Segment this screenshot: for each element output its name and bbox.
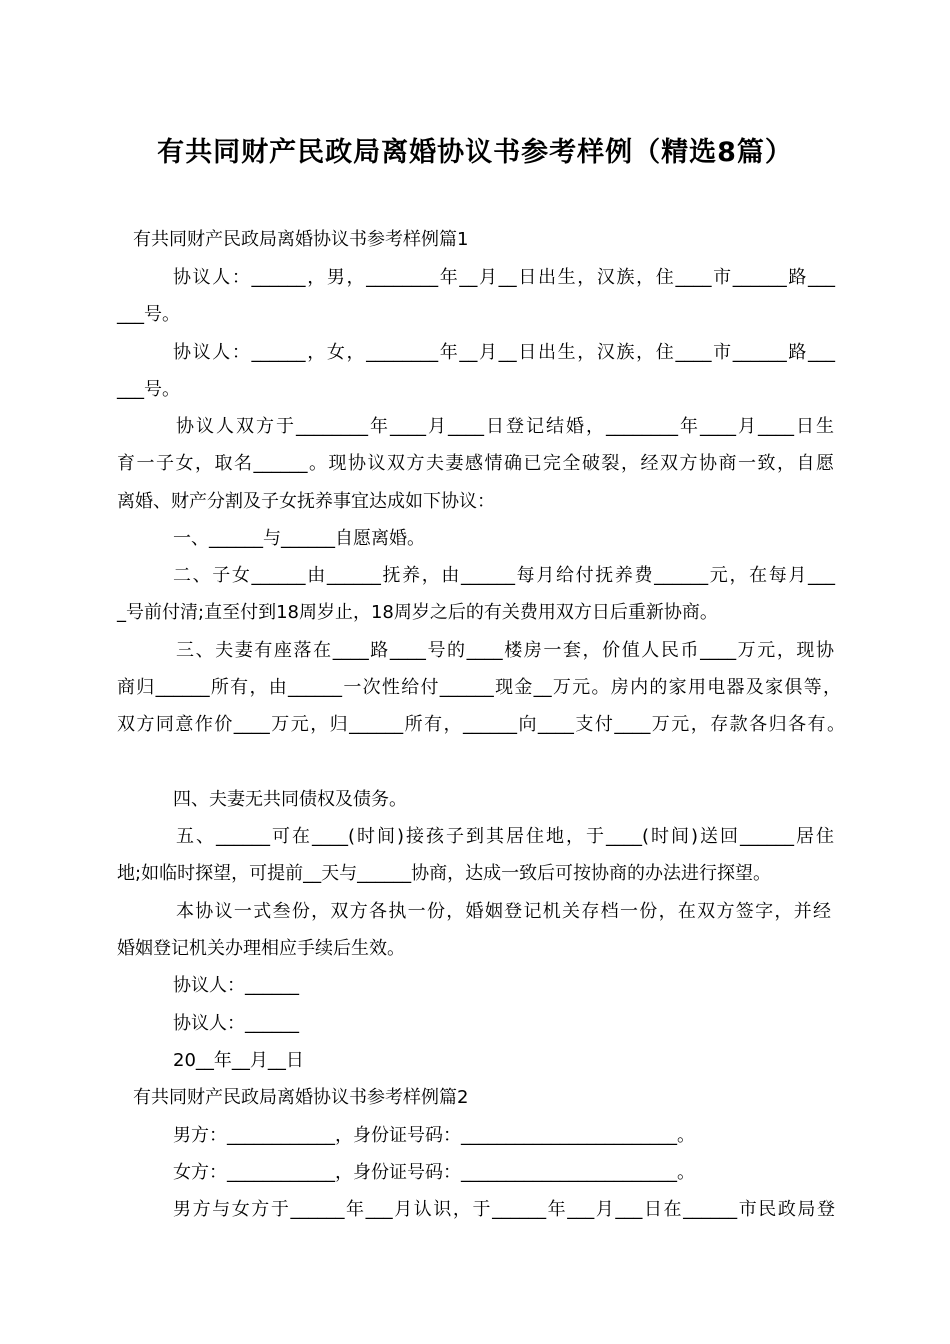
paragraph-line: 一、______与______自愿离婚。 (173, 528, 425, 549)
paragraph-line: 本协议一式叁份，双方各执一份，婚姻登记机关存档一份，在双方签字，并经 (176, 901, 831, 922)
signature-line: 协议人：______ (173, 1013, 299, 1034)
paragraph-line: 二、子女______由______抚养，由______每月给付抚养费______元，在每月___ (173, 565, 835, 586)
paragraph-line: 男方：____________，身份证号码：________________________。 (173, 1125, 695, 1146)
paragraph-line: 商归______所有，由______一次性给付______现金__万元。房内的家用电器及家俱等， (117, 677, 841, 698)
signature-line: 协议人：______ (173, 975, 299, 996)
paragraph-line: 协议人双方于________年____月____日登记结婚，________年____月____日生 (176, 416, 834, 437)
paragraph-line: 协议人：______，男，________年__月__日出生，汉族，住____市______路___ (173, 267, 835, 288)
paragraph-line: 地;如临时探望，可提前__天与______协商，达成一致后可按协商的办法进行探望。 (117, 863, 772, 884)
paragraph-line: 四、夫妻无共同债权及债务。 (173, 789, 407, 810)
paragraph-line: 婚姻登记机关办理相应手续后生效。 (117, 938, 405, 959)
section-heading-1: 有共同财产民政局离婚协议书参考样例篇1 (133, 229, 469, 250)
paragraph-line: 育一子女，取名______。现协议双方夫妻感情确已完全破裂，经双方协商一致，自愿 (117, 453, 834, 474)
paragraph-line: _号前付清;直至付到18周岁止，18周岁之后的有关费用双方日后重新协商。 (117, 602, 718, 623)
date-line: 20__年__月__日 (173, 1050, 304, 1071)
paragraph-line: 女方：____________，身份证号码：________________________。 (173, 1162, 695, 1183)
paragraph-line: ___号。 (117, 304, 180, 325)
paragraph-line: 双方同意作价____万元，归______所有，______向____支付____万元，存款各归各有。 (117, 714, 845, 735)
document-title: 有共同财产民政局离婚协议书参考样例（精选8篇） (157, 137, 793, 168)
paragraph-line: 三、夫妻有座落在____路____号的____楼房一套，价值人民币____万元，现协 (176, 640, 834, 661)
paragraph-line: ___号。 (117, 379, 180, 400)
section-heading-2: 有共同财产民政局离婚协议书参考样例篇2 (133, 1087, 469, 1108)
paragraph-line: 离婚、财产分割及子女抚养事宜达成如下协议： (117, 491, 495, 512)
paragraph-line: 五、______可在____(时间)接孩子到其居住地，于____(时间)送回______居住 (176, 826, 834, 847)
paragraph-line: 男方与女方于______年___月认识，于______年___月___日在______市民政局登 (173, 1199, 835, 1220)
paragraph-line: 协议人：______，女，________年__月__日出生，汉族，住____市______路___ (173, 342, 835, 363)
